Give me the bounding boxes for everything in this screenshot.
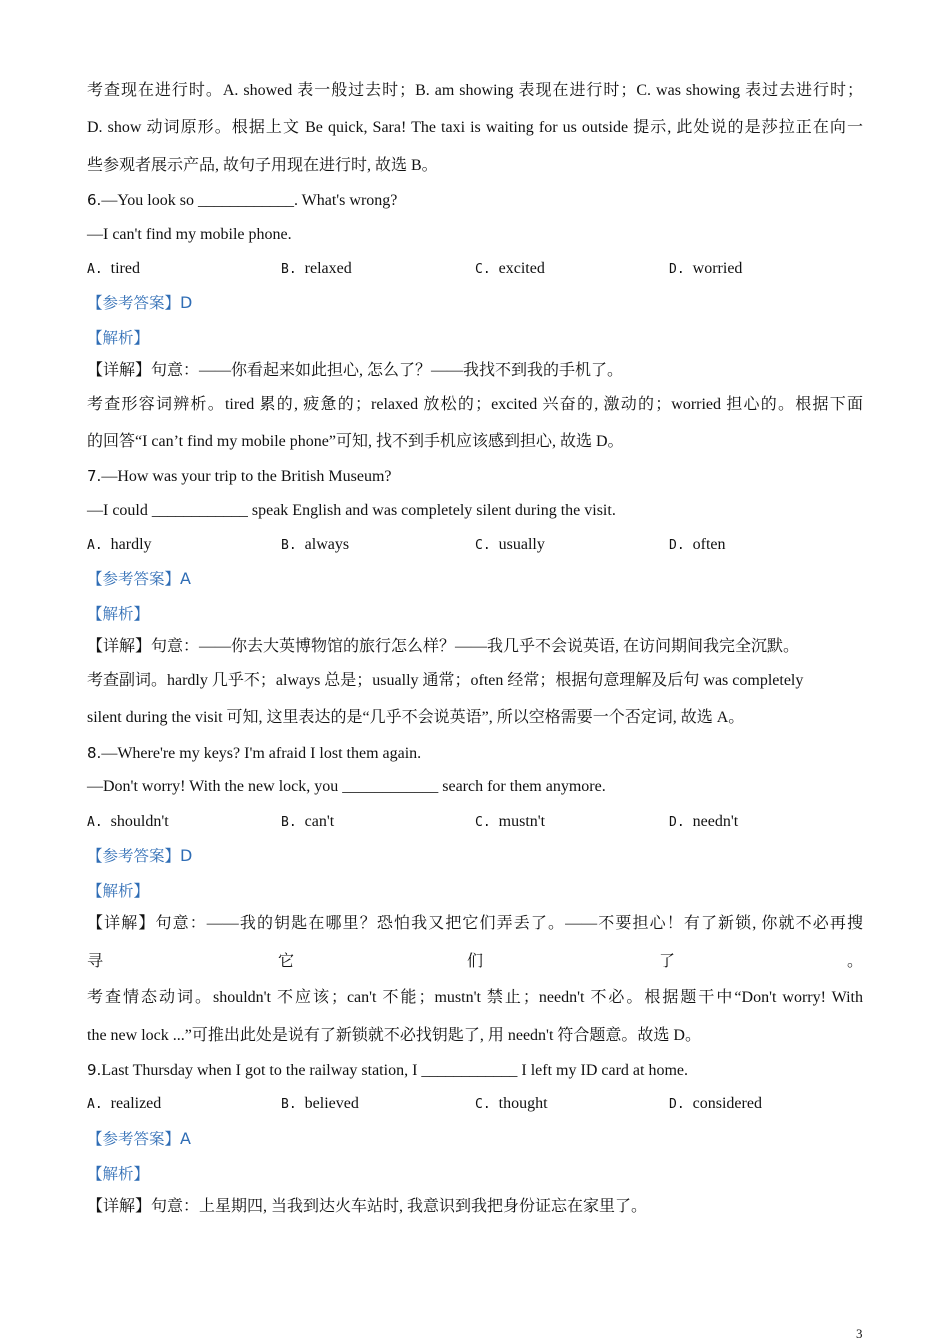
q7-detail: 【详解】句意：——你去大英博物馆的旅行怎么样？——我几乎不会说英语, 在访问期间我完全沉默。 — [87, 638, 800, 655]
q8-explanation-2: the new lock ...”可推出此处是说有了新锁就不必找钥匙了, 用 needn't 符合题意。故选 D。 — [87, 1027, 701, 1044]
q6-answer-letter: D — [180, 293, 193, 312]
q8-answer-letter: D — [180, 846, 193, 865]
q9-number: 9. — [87, 1061, 102, 1079]
q8-number: 8. — [87, 744, 102, 762]
q8-option-c: C. mustn't — [475, 813, 546, 830]
q7-stem: —How was your trip to the British Museum? — [101, 468, 392, 485]
q8-detail-char: 了 — [659, 953, 676, 970]
q8-option-b: B. can't — [281, 813, 335, 830]
q7-option-b: B. always — [281, 536, 350, 553]
q6-analysis-label: 【解析】 — [87, 329, 150, 347]
q7-option-d: D. often — [669, 536, 726, 553]
q6-option-d: D. worried — [669, 260, 743, 277]
q8-detail-char: 它 — [278, 953, 295, 970]
q7-number: 7. — [87, 467, 102, 485]
q9-detail: 【详解】句意：上星期四, 当我到达火车站时, 我意识到我把身份证忘在家里了。 — [87, 1198, 648, 1215]
q6-stem: —You look so ____________. What's wrong? — [101, 192, 398, 209]
q9-option-c: C. thought — [475, 1095, 548, 1112]
q8-detail: 【详解】句意：——我的钥匙在哪里？恐怕我又把它们弄丢了。——不要担心！有了新锁, 你就不必再搜 — [87, 915, 863, 932]
q8-detail-char: 。 — [847, 953, 864, 970]
intro-line-1: 考查现在进行时。A. showed 表一般过去时；B. am showing 表现在进行时；C. was showing 表过去进行时； — [87, 82, 863, 99]
page-number: 3 — [856, 1326, 863, 1341]
q9-analysis-label: 【解析】 — [87, 1165, 150, 1183]
q7-explanation-1: 考查副词。hardly 几乎不；always 总是；usually 通常；often 经常；根据句意理解及后句 was completely — [87, 672, 804, 689]
q8-reply: —Don't worry! With the new lock, you ____________ search for them anymore. — [87, 778, 606, 795]
q7-option-a: A. hardly — [87, 536, 152, 553]
q8-option-d: D. needn't — [669, 813, 739, 830]
q6-option-b: B. relaxed — [281, 260, 352, 277]
q9-answer: 【参考答案】A — [87, 1129, 191, 1148]
q8-option-a: A. shouldn't — [87, 813, 169, 830]
q8-stem-line — [87, 743, 421, 764]
q7-reply: —I could ____________ speak English and was completely silent during the visit. — [87, 502, 616, 519]
q9-option-d: D. considered — [669, 1095, 762, 1112]
q8-detail-char: 寻 — [87, 953, 104, 970]
intro-line-3: 些参观者展示产品, 故句子用现在进行时, 故选 B。 — [87, 157, 438, 174]
q9-option-b: B. believed — [281, 1095, 359, 1112]
q9-option-a: A. realized — [87, 1095, 162, 1112]
q8-detail-char: 们 — [467, 953, 484, 970]
q6-stem-line — [87, 190, 397, 211]
q7-answer-letter: A — [180, 569, 191, 588]
q8-answer: 【参考答案】D — [87, 846, 193, 865]
q6-number: 6. — [87, 191, 102, 209]
q6-option-a: A. tired — [87, 260, 140, 277]
q9-stem: Last Thursday when I got to the railway station, I ____________ I left my ID card at home. — [101, 1062, 688, 1079]
q7-option-c: C. usually — [475, 536, 545, 553]
q7-stem-line — [87, 466, 392, 487]
q6-reply: —I can't find my mobile phone. — [87, 226, 292, 243]
q6-detail: 【详解】句意：——你看起来如此担心, 怎么了？——我找不到我的手机了。 — [87, 362, 624, 379]
q7-answer: 【参考答案】A — [87, 569, 191, 588]
q8-analysis-label: 【解析】 — [87, 882, 150, 900]
q8-stem: —Where're my keys? I'm afraid I lost them again. — [101, 745, 422, 762]
q8-explanation-1: 考查情态动词。shouldn't 不应该；can't 不能；mustn't 禁止；needn't 不必。根据题干中“Don't worry! With — [87, 989, 863, 1006]
q7-explanation-2: silent during the visit 可知, 这里表达的是“几乎不会说英语”, 所以空格需要一个否定词, 故选 A。 — [87, 709, 745, 726]
q6-explanation-1: 考查形容词辨析。tired 累的, 疲惫的；relaxed 放松的；excited 兴奋的, 激动的；worried 担心的。根据下面 — [87, 396, 863, 413]
intro-line-2: D. show 动词原形。根据上文 Be quick, Sara! The taxi is waiting for us outside 提示, 此处说的是莎拉正在向一 — [87, 119, 863, 136]
q6-option-c: C. excited — [475, 260, 545, 277]
q6-explanation-2: 的回答“I can’t find my mobile phone”可知, 找不到手机应该感到担心, 故选 D。 — [87, 433, 624, 450]
q6-answer: 【参考答案】D — [87, 293, 193, 312]
q7-analysis-label: 【解析】 — [87, 605, 150, 623]
q9-answer-letter: A — [180, 1129, 191, 1148]
q9-stem-line — [87, 1060, 688, 1081]
